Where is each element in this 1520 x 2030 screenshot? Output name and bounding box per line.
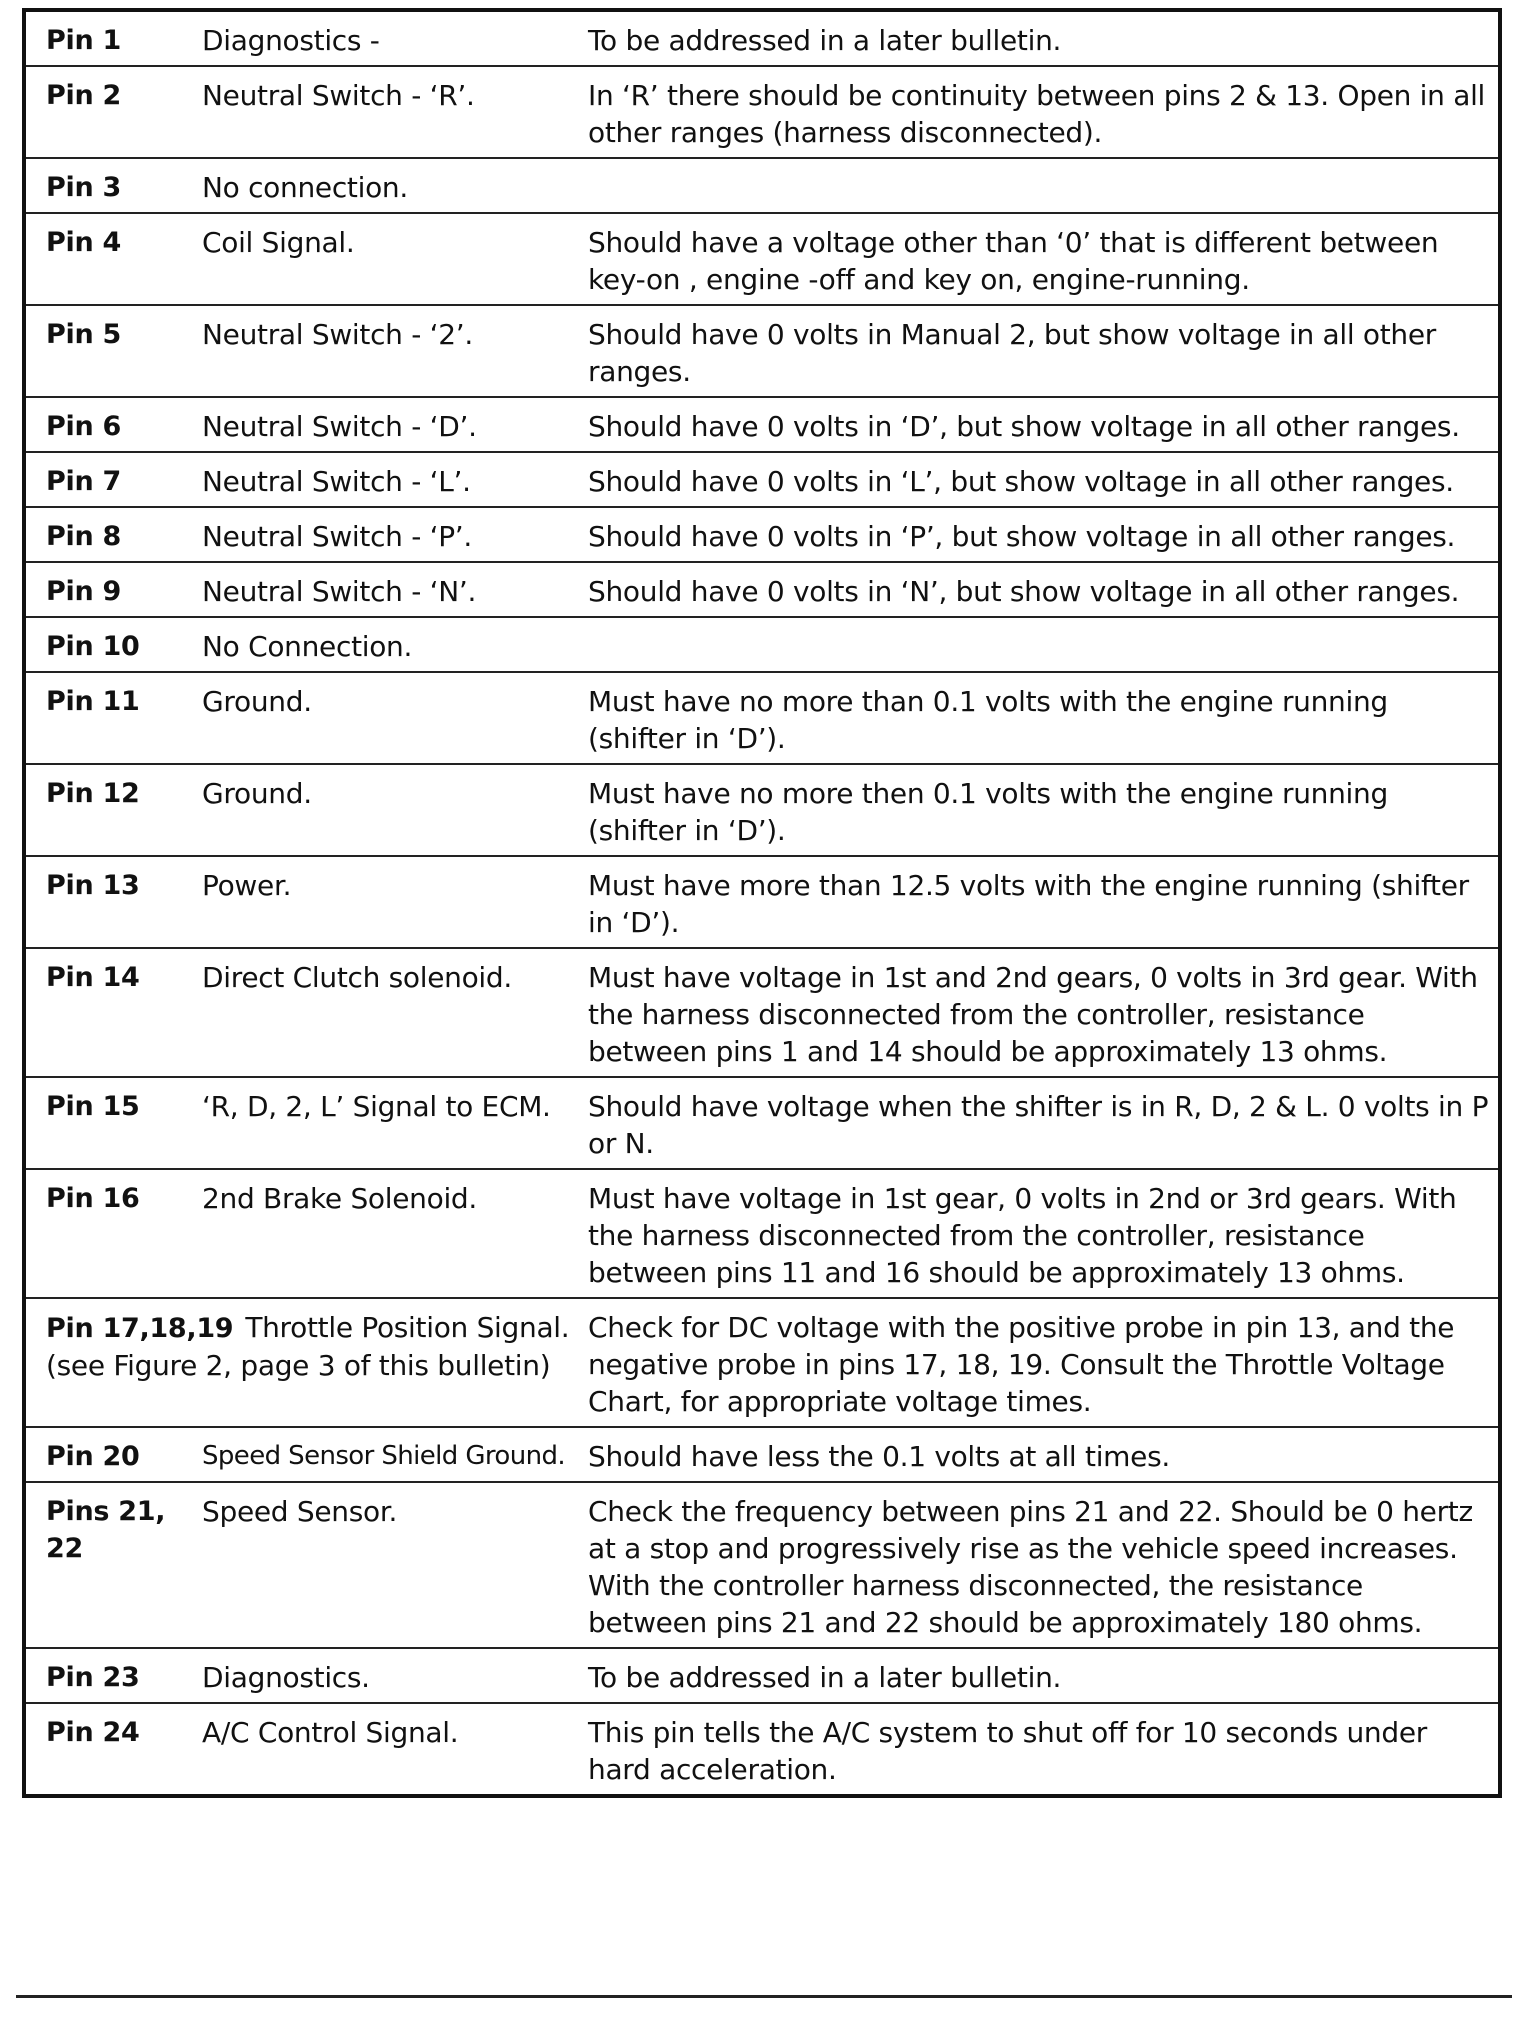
table-row bbox=[24, 66, 1500, 158]
pin-number: Pin 16 bbox=[24, 1169, 194, 1298]
pin-number: Pins 21, 22 bbox=[24, 1482, 194, 1648]
pin-description: Should have 0 volts in ‘P’, but show voltage in all other ranges. bbox=[580, 507, 1500, 562]
pin-number: Pin 12 bbox=[24, 764, 194, 856]
pin-description: Should have 0 volts in ‘D’, but show voltage in all other ranges. bbox=[580, 397, 1500, 452]
pin-function: Neutral Switch - ‘L’. bbox=[194, 452, 580, 507]
pin-number: Pin 2 bbox=[24, 66, 194, 158]
pin-number: Pin 15 bbox=[24, 1077, 194, 1169]
table-row bbox=[24, 1077, 1500, 1169]
pin-description-table bbox=[22, 8, 1502, 1798]
pin-description: Must have voltage in 1st gear, 0 volts in 2nd or 3rd gears. With the harness disconnected from the controller, resistance between pins 11 and 16 should be approximately 13 ohms. bbox=[580, 1169, 1500, 1298]
pin-description: To be addressed in a later bulletin. bbox=[580, 10, 1500, 66]
table-row bbox=[24, 948, 1500, 1077]
pin-description: Should have 0 volts in Manual 2, but show voltage in all other ranges. bbox=[580, 305, 1500, 397]
pin-description: Must have no more then 0.1 volts with the engine running (shifter in ‘D’). bbox=[580, 764, 1500, 856]
pin-description: To be addressed in a later bulletin. bbox=[580, 1648, 1500, 1703]
pin-number: Pin 11 bbox=[24, 672, 194, 764]
table-row bbox=[24, 158, 1500, 213]
pin-function: Diagnostics. bbox=[194, 1648, 580, 1703]
pin-description: Must have voltage in 1st and 2nd gears, 0 volts in 3rd gear. With the harness disconnected from the controller, resistance between pins 1 and 14 should be approximately 13 ohms. bbox=[580, 948, 1500, 1077]
pin-function: Ground. bbox=[194, 672, 580, 764]
bottom-divider-line bbox=[16, 1995, 1512, 1998]
pin-description: Should have a voltage other than ‘0’ that is different between key-on , engine -off and key on, engine-running. bbox=[580, 213, 1500, 305]
pin-function-note: (see Figure 2, page 3 of this bulletin) bbox=[46, 1349, 551, 1382]
pin-function: A/C Control Signal. bbox=[194, 1703, 580, 1796]
table-row bbox=[24, 452, 1500, 507]
table-row bbox=[24, 1169, 1500, 1298]
table-row bbox=[24, 1482, 1500, 1648]
pin-description: In ‘R’ there should be continuity between pins 2 & 13. Open in all other ranges (harness disconnected). bbox=[580, 66, 1500, 158]
pin-description: Should have 0 volts in ‘N’, but show voltage in all other ranges. bbox=[580, 562, 1500, 617]
table-row bbox=[24, 1703, 1500, 1796]
pin-function: Coil Signal. bbox=[194, 213, 580, 305]
pin-number: Pin 6 bbox=[24, 397, 194, 452]
pin-number: Pin 8 bbox=[24, 507, 194, 562]
pin-function: No connection. bbox=[194, 158, 580, 213]
table-row bbox=[24, 562, 1500, 617]
table-row bbox=[24, 507, 1500, 562]
table-row bbox=[24, 305, 1500, 397]
pin-number: Pin 13 bbox=[24, 856, 194, 948]
pin-function: No Connection. bbox=[194, 617, 580, 672]
pin-number: Pin 5 bbox=[24, 305, 194, 397]
pin-description: Check for DC voltage with the positive probe in pin 13, and the negative probe in pins 17, 18, 19. Consult the Throttle Voltage Chart, for appropriate voltage times. bbox=[580, 1298, 1500, 1427]
table-row bbox=[24, 856, 1500, 948]
pin-description bbox=[580, 617, 1500, 672]
pin-function: Power. bbox=[194, 856, 580, 948]
pin-function: ‘R, D, 2, L’ Signal to ECM. bbox=[194, 1077, 580, 1169]
pin-number: Pin 23 bbox=[24, 1648, 194, 1703]
pin-number: Pin 4 bbox=[24, 213, 194, 305]
pin-number: Pin 3 bbox=[24, 158, 194, 213]
pin-function: Throttle Position Signal. bbox=[245, 1311, 570, 1344]
pin-description: Should have 0 volts in ‘L’, but show voltage in all other ranges. bbox=[580, 452, 1500, 507]
pin-number: Pin 7 bbox=[24, 452, 194, 507]
pin-and-function bbox=[24, 1298, 580, 1427]
table-row bbox=[24, 672, 1500, 764]
pin-function: Neutral Switch - ‘2’. bbox=[194, 305, 580, 397]
pin-number: Pin 20 bbox=[24, 1427, 194, 1482]
pin-function: Neutral Switch - ‘D’. bbox=[194, 397, 580, 452]
pin-function: Neutral Switch - ‘R’. bbox=[194, 66, 580, 158]
table-row bbox=[24, 10, 1500, 66]
pin-function: Neutral Switch - ‘N’. bbox=[194, 562, 580, 617]
table-row bbox=[24, 213, 1500, 305]
table-row bbox=[24, 764, 1500, 856]
pin-number: Pin 14 bbox=[24, 948, 194, 1077]
table-row bbox=[24, 1298, 1500, 1427]
table-row bbox=[24, 1427, 1500, 1482]
pin-description: Should have less the 0.1 volts at all times. bbox=[580, 1427, 1500, 1482]
pin-function: Direct Clutch solenoid. bbox=[194, 948, 580, 1077]
pin-function: 2nd Brake Solenoid. bbox=[194, 1169, 580, 1298]
table-row bbox=[24, 397, 1500, 452]
table-row bbox=[24, 617, 1500, 672]
pin-function: Ground. bbox=[194, 764, 580, 856]
pin-number: Pin 10 bbox=[24, 617, 194, 672]
pin-description bbox=[580, 158, 1500, 213]
pin-description: This pin tells the A/C system to shut off for 10 seconds under hard acceleration. bbox=[580, 1703, 1500, 1796]
pin-description: Must have more than 12.5 volts with the engine running (shifter in ‘D’). bbox=[580, 856, 1500, 948]
table-row bbox=[24, 1648, 1500, 1703]
pin-function: Speed Sensor Shield Ground. bbox=[194, 1427, 580, 1482]
pin-number: Pin 24 bbox=[24, 1703, 194, 1796]
pin-description: Check the frequency between pins 21 and 22. Should be 0 hertz at a stop and progressively rise as the vehicle speed increases. With the controller harness disconnected, the resistance between pins 21 and 22 should be approximately 180 ohms. bbox=[580, 1482, 1500, 1648]
pin-description: Should have voltage when the shifter is in R, D, 2 & L. 0 volts in P or N. bbox=[580, 1077, 1500, 1169]
pin-number: Pin 9 bbox=[24, 562, 194, 617]
pin-number: Pin 17,18,19 bbox=[46, 1313, 234, 1344]
pin-description: Must have no more than 0.1 volts with the engine running (shifter in ‘D’). bbox=[580, 672, 1500, 764]
pin-function: Speed Sensor. bbox=[194, 1482, 580, 1648]
pin-function: Diagnostics - bbox=[194, 10, 580, 66]
pin-number: Pin 1 bbox=[24, 10, 194, 66]
pin-function: Neutral Switch - ‘P’. bbox=[194, 507, 580, 562]
